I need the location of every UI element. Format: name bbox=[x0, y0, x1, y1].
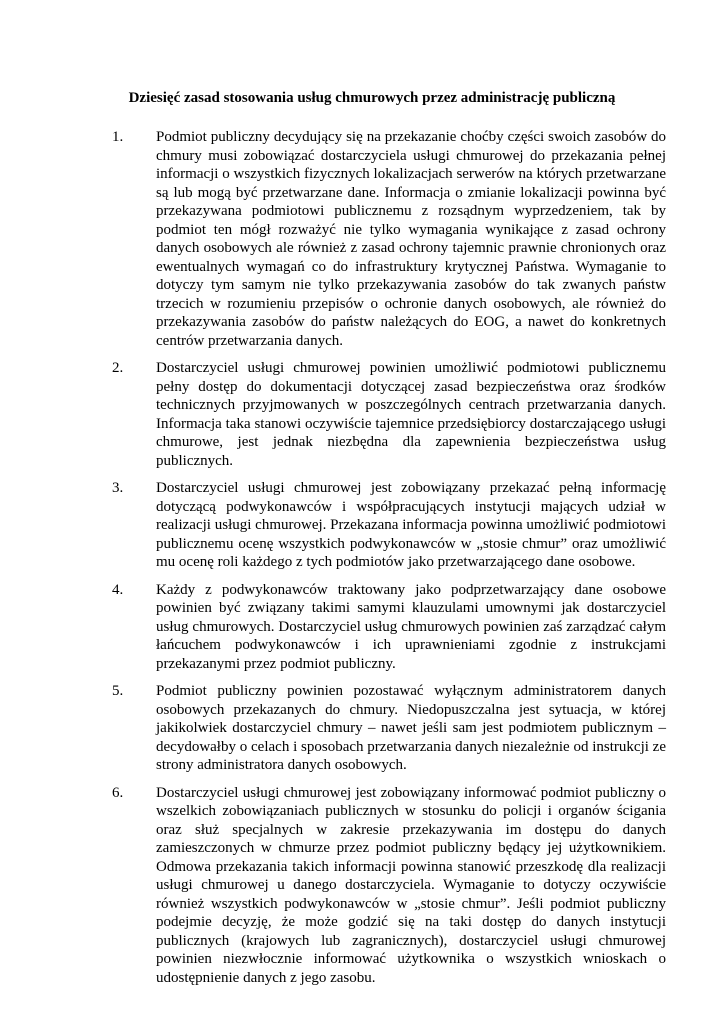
list-item-number: 3. bbox=[112, 480, 124, 496]
list-item-number: 4. bbox=[112, 581, 124, 598]
principles-list bbox=[0, 128, 724, 996]
list-item bbox=[0, 784, 724, 988]
list-item-text: Każdy z podwykonawców traktowany jako podprzetwarzający dane osobowe powinien być związany takimi samymi klauzulami umownymi jak dostarczyciel usług chmurowych. Dostarczyciel usług chmurowych powinien zaś zarządzać całym łańcuchem podwykonawców i ich uprawnieniami zgodnie z instrukcjami przekazanymi przez podmiot publiczny. bbox=[156, 581, 666, 672]
list-item-number: 1. bbox=[112, 129, 124, 145]
list-item-number: 2. bbox=[112, 360, 124, 376]
list-item-number: 6. bbox=[112, 784, 124, 801]
list-item bbox=[0, 479, 724, 572]
document-title: Dziesięć zasad stosowania usług chmurowych przez administrację publiczną bbox=[128, 90, 616, 106]
list-item bbox=[0, 682, 724, 775]
list-item-text: Podmiot publiczny decydujący się na przekazanie choćby części swoich zasobów do chmury musi zobowiązać dostarczyciela usługi chmurowej do przekazania pełnej informacji o wszystkich fizycznych lokalizacjach serwerów na których przetwarzane są lub mogą być przetwarzane dane. Informacja o zmianie lokalizacji powinna być przekazywana podmiotowi publicznemu z rozsądnym wyprzedzeniem, tak by podmiot ten mógł rozważyć nie tylko wymagania wynikające z zasad ochrony danych osobowych ale również z zasad ochrony tajemnic prawnie chronionych oraz ewentualnych wymagań co do infrastruktury krytycznej Państwa. Wymaganie to dotyczy tym samym nie tylko przekazywania zasobów do tak zwanych państw trzecich w rozumieniu przepisów o ochronie danych osobowych, ale również do przekazywania zasobów do państw należących do EOG, a nawet do konkretnych centrów przetwarzania danych. bbox=[156, 129, 666, 349]
list-item bbox=[0, 128, 724, 350]
list-item-number: 5. bbox=[112, 683, 124, 699]
list-item-text: Dostarczyciel usługi chmurowej powinien umożliwić podmiotowi publicznemu pełny dostęp do dokumentacji dotyczącej zasad bezpieczeństwa oraz środków technicznych przyjmowanych w poszczególnych centrach przetwarzania danych. Informacja taka stanowi oczywiście tajemnice przedsiębiorcy dostarczającego usługi chmurowe, jest jednak niezbędna dla zapewnienia bezpieczeństwa usług publicznych. bbox=[156, 360, 666, 469]
list-item-text: Podmiot publiczny powinien pozostawać wyłącznym administratorem danych osobowych przekazanych do chmury. Niedopuszczalna jest sytuacja, w której jakikolwiek dostarczyciel chmury – nawet jeśli sam jest podmiotem publicznym – decydowałby o celach i sposobach przetwarzania danych niezależnie od instrukcji ze strony administratora danych osobowych. bbox=[156, 683, 666, 773]
list-item-text: Dostarczyciel usługi chmurowej jest zobowiązany informować podmiot publiczny o wszelkich zobowiązaniach publicznych w stosunku do policji i organów ścigania oraz służ specjalnych w zakresie przekazywania im dostępu do danych zamieszczonych w chmurze przez podmiot publiczny będący jej użytkownikiem. Odmowa przekazania takich informacji powinna stanowić przeszkodę dla realizacji usługi chmurowej u danego dostarczyciela. Wymaganie to dotyczy oczywiście również wszystkich podwykonawców w „stosie chmur”. Jeśli podmiot publiczny podejmie decyzję, że może godzić się na taki dostęp do danych instytucji publicznych (krajowych lub zagranicznych), dostarczyciel usługi chmurowej powinien niezwłocznie informować użytkownika o wszystkich wnioskach o udostępnienie danych z jego zasobu. bbox=[156, 784, 666, 986]
list-item bbox=[0, 581, 724, 674]
list-item-text: Dostarczyciel usługi chmurowej jest zobowiązany przekazać pełną informację dotyczącą podwykonawców i współpracujących instytucji mających udział w realizacji usługi chmurowej. Przekazana informacja powinna umożliwić podmiotowi publicznemu ocenę wszystkich podwykonawców w „stosie chmur” oraz umożliwić mu ocenę roli każdego z tych podmiotów jako przetwarzającego dane osobowe. bbox=[156, 480, 666, 570]
list-item bbox=[0, 359, 724, 470]
